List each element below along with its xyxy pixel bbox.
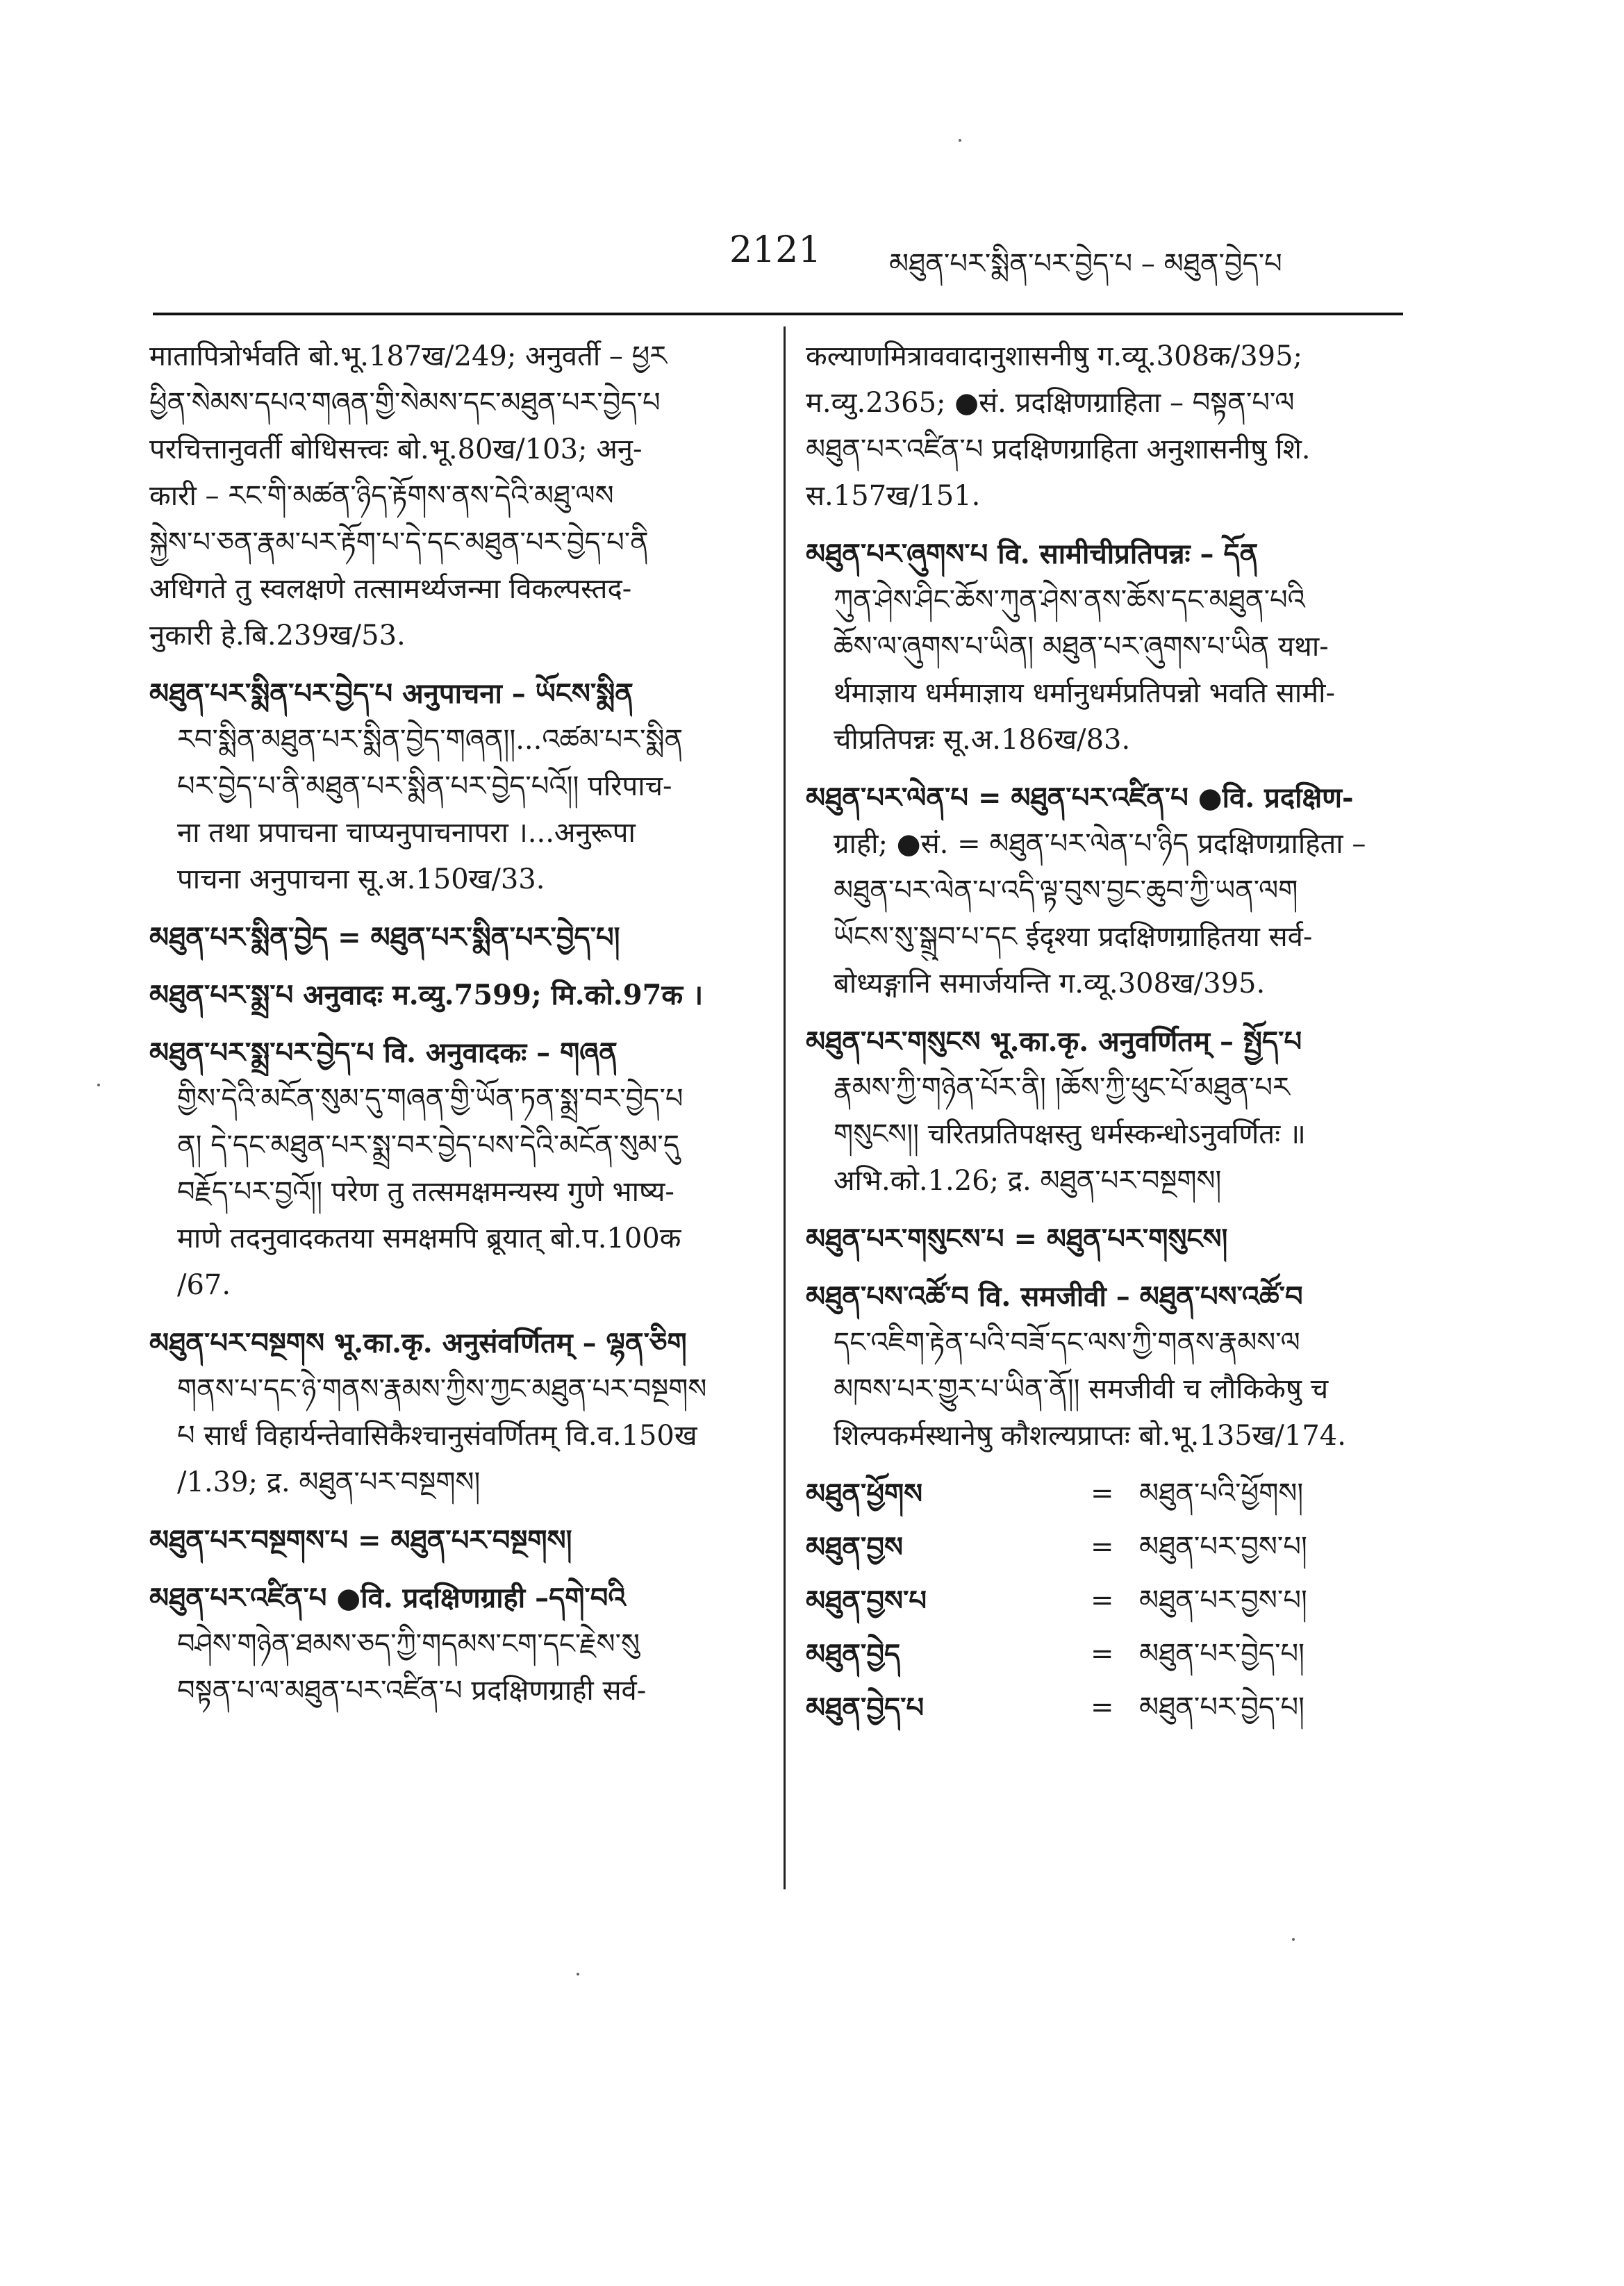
entry-line: སྐྱེས་པ་ཅན་རྣམ་པར་རྟོག་པ་དེ་དང་མཐུན་པར་བྱེད་པ་ནི xyxy=(149,527,649,558)
entry-line: माणे तदनुवादकतया समक्षमपि ब्रूयात् बो.प.100क xyxy=(177,1223,681,1254)
entry-line: अभि.को.1.26; द्र. མཐུན་པར་བསྔགས། xyxy=(834,1165,1222,1197)
entry-line: མཐུན་པར་ལེན་པ་འདི་ལྟ་བུས་བྱང་ཆུབ་ཀྱི་ཡན་ལག xyxy=(834,875,1298,906)
entry-headline: མཐུན་པར་བསྔགས་པ = མཐུན་པར་བསྔགས། xyxy=(149,1524,572,1557)
entry-line: པ सार्धं विहार्यन्तेवासिकैश्चानुसंवर्णितम् वि.व.150ख xyxy=(177,1420,697,1452)
scan-speck xyxy=(959,139,961,142)
entry-line: ना तथा प्रपाचना चाप्यनुपाचनापरा ।...अनुरूपा xyxy=(177,817,636,849)
entry-line: བརྗོད་པར་བྱའོ།། परेण तु तत्समक्षमन्यस्य गुणे भाष्य- xyxy=(177,1176,674,1208)
continued-entry xyxy=(806,333,1417,520)
entry-headline: མཐུན་པར་ཞུགས་པ वि. सामीचीप्रतिपन्नः – དོན xyxy=(806,538,1259,570)
dictionary-entry xyxy=(149,670,761,903)
equals-sign: = xyxy=(1091,1531,1114,1563)
scan-speck xyxy=(97,1084,100,1086)
entry-line: शिल्पकर्मस्थानेषु कौशल्यप्राप्तः बो.भू.135ख/174. xyxy=(834,1420,1346,1452)
dictionary-entry xyxy=(806,1216,1417,1262)
dictionary-entry xyxy=(806,1018,1417,1204)
cross-reference-entry xyxy=(806,1684,1417,1731)
header-rule xyxy=(153,313,1403,315)
headword: མཐུན་བྱེད xyxy=(806,1638,901,1671)
entry-line: मातापित्रोर्भवति बो.भू.187ख/249; अनुवर्ती – ཕྱར xyxy=(149,340,668,372)
dictionary-entry xyxy=(806,1273,1417,1459)
entry-line: རབ་སྨིན་མཐུན་པར་སྨིན་བྱེད་གཞན།།...འཚམ་པར་སྨིན xyxy=(177,724,683,756)
scan-speck xyxy=(1292,1938,1295,1941)
entry-line: ཡོངས་སུ་སྒྲུབ་པ་དང ईदृश्या प्रदक्षिणग्राहितया सर्व- xyxy=(834,921,1313,953)
entry-line: कल्याणमित्राववादानुशासनीषु ग.व्यू.308क/395; xyxy=(806,340,1303,372)
entry-headline: མཐུན་པས་འཚོ་བ वि. समजीवी – མཐུན་པས་འཚོ་བ xyxy=(806,1280,1303,1313)
continued-entry xyxy=(149,333,761,659)
entry-line: གསུངས།། चरितप्रतिपक्षस्तु धर्मस्कन्धोऽनुवर्णितः ॥ xyxy=(834,1118,1306,1150)
entry-line: བསྟན་པ་ལ་མཐུན་པར་འཛིན་པ प्रदक्षिणग्राही सर्व- xyxy=(177,1675,647,1707)
page-number: 2121 xyxy=(729,229,822,271)
entry-line: ཕྱིན་སེམས་དཔའ་གཞན་གྱི་སེམས་དང་མཐུན་པར་བྱེད་པ xyxy=(149,387,661,419)
entry-line: स.157ख/151. xyxy=(806,480,981,512)
cross-reference-entry xyxy=(806,1471,1417,1517)
running-head: མཐུན་པར་སྨིན་པར་བྱེད་པ – མཐུན་བྱེད་པ xyxy=(889,248,1282,280)
dictionary-entry xyxy=(149,1517,761,1564)
cross-reference-target: མཐུན་པའི་ཕྱོགས། xyxy=(1139,1477,1304,1509)
entry-line: चीप्रतिपन्नः सू.अ.186ख/83. xyxy=(834,724,1131,756)
entry-line: पाचना अनुपाचना सू.अ.150ख/33. xyxy=(177,863,545,895)
cross-reference-target: མཐུན་པར་བྱེད་པ། xyxy=(1139,1638,1304,1670)
entry-headline: མཐུན་པར་གསུངས་པ = མཐུན་པར་གསུངས། xyxy=(806,1223,1228,1255)
entry-headline: མཐུན་པར་བསྔགས भू.का.कृ. अनुसंवर्णितम् – ལྷན་ཅིག xyxy=(149,1327,687,1359)
entry-line: མཁས་པར་གྱུར་པ་ཡིན་ནོ།། समजीवी च लौकिकेषु च xyxy=(834,1373,1329,1405)
cross-reference-entry xyxy=(806,1577,1417,1624)
scan-speck xyxy=(577,1973,579,1976)
dictionary-entry xyxy=(149,1575,761,1714)
entry-line: དང་འཇིག་རྟེན་པའི་བཟོ་དང་ལས་ཀྱི་གནས་རྣམས་ལ xyxy=(834,1327,1300,1359)
entry-line: བཤེས་གཉེན་ཐམས་ཅད་ཀྱི་གདམས་ངག་དང་རྗེས་སུ xyxy=(177,1628,640,1660)
dictionary-entry xyxy=(149,1029,761,1309)
entry-line: /67. xyxy=(177,1269,231,1301)
entry-line: ན། དེ་དང་མཐུན་པར་སྨྲ་བར་བྱེད་པས་དེའི་མངོན་སུམ་དུ xyxy=(177,1129,679,1161)
entry-line: म.व्यु.2365; ●सं. प्रदक्षिणग्राहिता – བསྟན་པ་ལ xyxy=(806,387,1295,419)
dictionary-entry xyxy=(806,775,1417,1007)
headword: མཐུན་བྱས་པ xyxy=(806,1584,927,1617)
entry-line: /1.39; द्र. མཐུན་པར་བསྔགས། xyxy=(177,1466,481,1498)
entry-line: कारी – རང་གི་མཚན་ཉིད་རྟོགས་ནས་དེའི་མཐུ་ལས xyxy=(149,480,614,512)
entry-line: གྱིས་དེའི་མངོན་སུམ་དུ་གཞན་གྱི་ཡོན་ཏན་སྨྲ་བར་བྱེད་པ xyxy=(177,1083,683,1115)
dictionary-entry xyxy=(806,531,1417,763)
cross-reference-target: མཐུན་པར་བྱས་པ། xyxy=(1139,1584,1307,1616)
right-column xyxy=(806,333,1417,1738)
entry-headline: མཐུན་པར་གསུངས भू.का.कृ. अनुवर्णितम् – སྤྱོད་པ xyxy=(806,1025,1302,1058)
entry-headline: མཐུན་པར་སྨྲ་པ अनुवादः म.व्यु.7599; मि.को.97क । xyxy=(149,979,704,1011)
cross-reference-entry xyxy=(806,1524,1417,1571)
entry-line: པར་བྱེད་པ་ནི་མཐུན་པར་སྨིན་པར་བྱེད་པའོ།། परिपाच- xyxy=(177,770,672,802)
entry-line: परचित्तानुवर्ती बोधिसत्त्वः बो.भू.80ख/103; अनु- xyxy=(149,433,643,465)
headword: མཐུན་ཕྱོགས xyxy=(806,1477,923,1510)
entry-line: अधिगते तु स्वलक्षणे तत्सामर्थ्यजन्मा विकल्पस्तद- xyxy=(149,573,632,605)
cross-reference-target: མཐུན་པར་བྱེད་པ། xyxy=(1139,1691,1304,1723)
headword: མཐུན་བྱས xyxy=(806,1531,903,1564)
entry-line: ཀུན་ཤེས་ཤིང་ཆོས་ཀུན་ཤེས་ནས་ཆོས་དང་མཐུན་པའི xyxy=(834,584,1305,616)
entry-line: མཐུན་པར་འཛིན་པ प्रदक्षिणग्राहिता अनुशासनीषु शि. xyxy=(806,433,1311,465)
entry-headline: མཐུན་པར་འཛིན་པ ●वि. प्रदक्षिणग्राही –དགེ་བའི xyxy=(149,1582,626,1614)
dictionary-entry xyxy=(149,914,761,961)
equals-sign: = xyxy=(1091,1638,1114,1670)
page-header xyxy=(153,229,1416,292)
dictionary-entry xyxy=(149,972,761,1018)
cross-reference-entry xyxy=(806,1631,1417,1678)
dictionary-entry xyxy=(149,1320,761,1506)
entry-headline: མཐུན་པར་སྨྲ་པར་བྱེད་པ वि. अनुवादकः – གཞན xyxy=(149,1036,618,1069)
left-column xyxy=(149,333,761,1725)
entry-headline: མཐུན་པར་ལེན་པ = མཐུན་པར་འཛིན་པ ●वि. प्रदक्षिण- xyxy=(806,781,1354,814)
column-divider xyxy=(784,326,786,1889)
cross-reference-target: མཐུན་པར་བྱས་པ། xyxy=(1139,1531,1307,1563)
equals-sign: = xyxy=(1091,1477,1114,1509)
entry-line: རྣམས་ཀྱི་གཉེན་པོར་ནི། །ཆོས་ཀྱི་ཕུང་པོ་མཐུན་པར xyxy=(834,1072,1290,1104)
entry-line: र्थमाज्ञाय धर्ममाज्ञाय धर्मानुधर्मप्रतिपन्नो भवति सामी- xyxy=(834,677,1336,709)
headword: མཐུན་བྱེད་པ xyxy=(806,1691,925,1724)
entry-headline: མཐུན་པར་སྨིན་པར་བྱེད་པ अनुपाचना – ཡོངས་སྨིན xyxy=(149,677,633,710)
entry-headline: མཐུན་པར་སྨིན་བྱེད = མཐུན་པར་སྨིན་པར་བྱེད་པ། xyxy=(149,921,620,954)
equals-sign: = xyxy=(1091,1584,1114,1616)
entry-line: ཆོས་ལ་ཞུགས་པ་ཡིན། མཐུན་པར་ཞུགས་པ་ཡིན यथा- xyxy=(834,631,1329,663)
entry-line: बोध्यङ्गानि समार्जयन्ति ग.व्यू.308ख/395. xyxy=(834,968,1266,1000)
entry-line: नुकारी हे.बि.239ख/53. xyxy=(149,620,406,652)
equals-sign: = xyxy=(1091,1691,1114,1723)
entry-line: ग्राही; ●सं. = མཐུན་པར་ལེན་པ་ཉིད प्रदक्षिणग्राहिता – xyxy=(834,828,1366,860)
entry-line: གནས་པ་དང་ཉེ་གནས་རྣམས་ཀྱིས་ཀྱང་མཐུན་པར་བསྔགས xyxy=(177,1373,707,1405)
